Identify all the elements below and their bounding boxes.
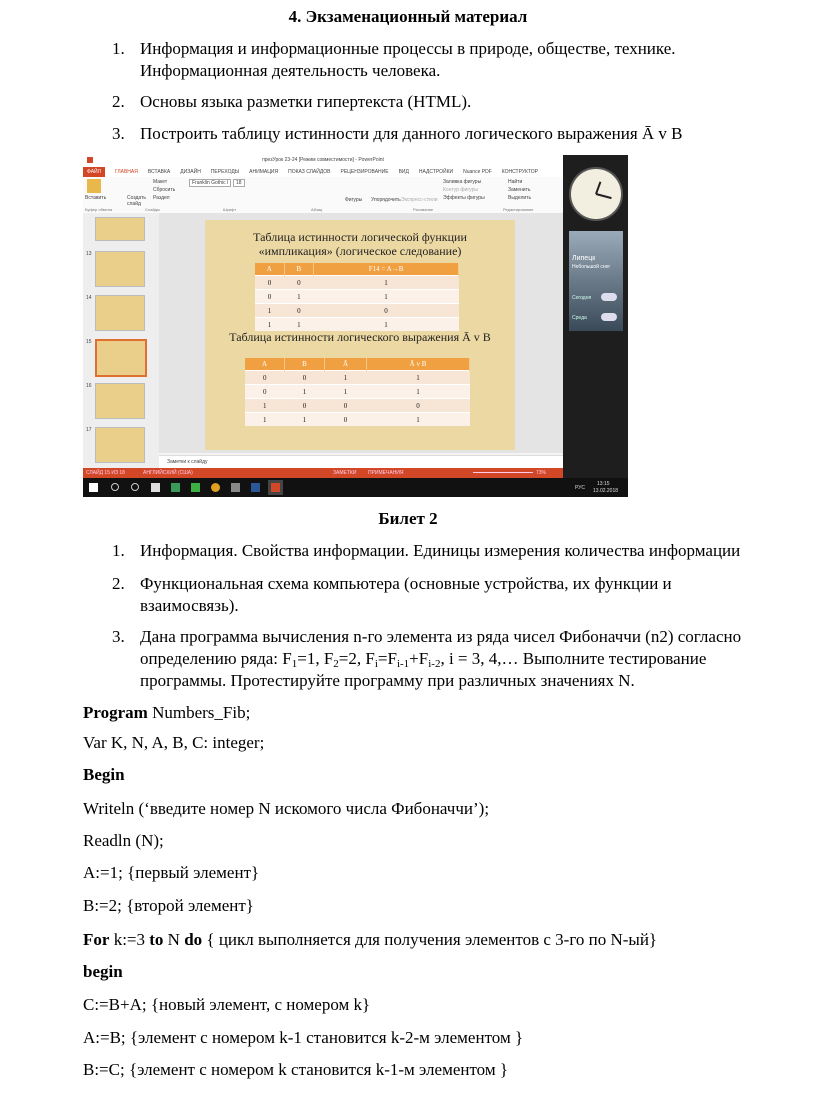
table-cell: 1 (255, 318, 284, 332)
windows-start-icon[interactable] (89, 483, 98, 492)
reset-button[interactable]: Сбросить (153, 187, 176, 193)
table-row (245, 399, 470, 413)
table-cell: 0 (314, 304, 459, 318)
table-cell: 1 (245, 399, 284, 413)
clock-gadget-icon (569, 167, 623, 221)
group-label: Шрифт (223, 207, 237, 212)
slide-thumbnail[interactable] (95, 251, 145, 287)
slide-title-1: Таблица истинности логической функции «импликация» (логическое следование) (253, 230, 467, 258)
code-line (83, 930, 657, 950)
code-text: B:=C; {элемент с номером k становится k-1-м элементом } (83, 1060, 509, 1079)
group-label: Слайды (145, 207, 160, 212)
item-number: 3. (112, 124, 125, 143)
font-size-select[interactable]: 18 (233, 179, 245, 187)
item-number: 2. (112, 574, 125, 593)
table-cell: 1 (314, 276, 459, 290)
table-cell: 0 (245, 385, 284, 399)
table-header-row (245, 358, 470, 371)
question-text: Основы языка разметки гипертекста (HTML). (140, 92, 472, 111)
table-row (255, 276, 459, 290)
code-text: A:=1; {первый элемент} (83, 863, 260, 882)
table-row (255, 304, 459, 318)
code-text: k:=3 (109, 930, 150, 949)
tab-home[interactable]: ГЛАВНАЯ (114, 168, 138, 175)
table-cell: 1 (367, 371, 470, 385)
text-part: =F (377, 649, 397, 668)
table-cell: 1 (245, 413, 284, 427)
tab-transitions[interactable]: ПЕРЕХОДЫ (210, 168, 240, 175)
weather-desc: Небольшой снег (572, 264, 611, 270)
input-language[interactable]: РУС (575, 485, 586, 491)
tab-review[interactable]: РЕЦЕНЗИРОВАНИЕ (340, 168, 389, 175)
code-text: Readln (N); (83, 831, 164, 850)
code-text: { цикл выполняется для получения элементов с 3-го по N-ый} (202, 930, 658, 949)
table-cell: 1 (367, 385, 470, 399)
slide-number: 16 (86, 383, 92, 389)
ribbon (83, 177, 563, 214)
table-cell: 0 (255, 290, 284, 304)
cloud-icon (601, 313, 617, 321)
forecast-day: Сегодня (572, 295, 592, 301)
code-keyword: Begin (83, 765, 125, 784)
table-row (245, 385, 470, 399)
table-cell: 0 (284, 371, 324, 385)
table-cell: 0 (284, 276, 314, 290)
powerpoint-screenshot (83, 155, 628, 497)
new-slide-button[interactable]: Создать слайд (127, 195, 147, 207)
tab-nuance[interactable]: Nuance PDF (463, 168, 492, 175)
cloud-icon (601, 293, 617, 301)
language: АНГЛИЙСКИЙ (США) (143, 470, 193, 476)
code-line (83, 733, 264, 753)
code-keyword: to (149, 930, 164, 949)
code-text: N (163, 930, 185, 949)
subscript: 2 (333, 658, 339, 670)
table-header: Ā v B (367, 358, 470, 371)
section-button[interactable]: Раздел (153, 195, 170, 201)
subscript: 1 (291, 658, 298, 670)
slide-title-2: Таблица истинности логического выражения Ā v B (229, 330, 491, 344)
code-keyword: For (83, 930, 110, 949)
code-keyword: begin (83, 962, 123, 981)
table-cell: 1 (367, 413, 470, 427)
question-text: Информация и информационные процессы в природе, обществе, технике. (140, 39, 676, 58)
shape-outline-button[interactable]: Контур фигуры (443, 187, 478, 193)
tab-slideshow[interactable]: ПОКАЗ СЛАЙДОВ (288, 168, 331, 175)
table-cell: 0 (324, 413, 366, 427)
table-cell: 0 (367, 399, 470, 413)
text-part: =2, F (338, 649, 375, 668)
question-text: Дана программа вычисления n-го элемента из ряда чисел Фибоначчи (n2) согласно (140, 627, 742, 646)
text-part: +F (409, 649, 429, 668)
table-cell: 1 (284, 413, 324, 427)
tab-addins[interactable]: НАДСТРОЙКИ (418, 168, 454, 175)
slide-thumbnail[interactable] (95, 217, 145, 241)
code-line (83, 863, 259, 883)
slide-thumbnail[interactable] (95, 427, 145, 463)
question-text: Построить таблицу истинности для данного логического выражения Ā v B (140, 124, 683, 143)
tab-animation[interactable]: АНИМАЦИЯ (249, 168, 279, 175)
group-label: Абзац (311, 207, 323, 212)
table-cell: 1 (255, 304, 284, 318)
tab-constructor[interactable]: КОНСТРУКТОР (501, 168, 538, 175)
item-number: 1. (112, 39, 125, 58)
slide-editor (159, 213, 563, 453)
slide-number: 13 (86, 251, 92, 257)
ribbon-tabs (83, 166, 563, 177)
clock-time[interactable]: 13:15 (597, 481, 610, 487)
word-icon[interactable] (251, 483, 260, 492)
question-text: Функциональная схема компьютера (основные устройства, их функции и (140, 574, 672, 593)
notes-button[interactable]: ЗАМЕТКИ (333, 470, 357, 476)
table-row (245, 413, 470, 427)
quick-styles-button[interactable]: Экспресс-стили (401, 197, 438, 203)
item-number: 2. (112, 92, 125, 111)
paste-button[interactable]: Вставить (85, 195, 107, 201)
notes-field[interactable]: Заметки к слайду (159, 455, 563, 468)
weather-city: Липецк (572, 255, 596, 262)
app-icon[interactable] (231, 483, 240, 492)
window-title: презУрок 23-24 [Режим совместимости] - PowerPoint (83, 155, 563, 166)
code-line (83, 896, 254, 916)
powerpoint-icon[interactable] (271, 483, 280, 492)
select-button[interactable]: Выделить (508, 195, 532, 201)
section-heading: 4. Экзаменационный материал (288, 7, 528, 26)
find-button[interactable]: Найти (508, 179, 523, 185)
tab-file[interactable]: ФАЙЛ (83, 167, 105, 177)
code-text: A:=B; {элемент с номером k-1 становится k-2-м элементом } (83, 1028, 524, 1047)
code-line (83, 831, 164, 851)
text-part: определению ряда: F (140, 649, 292, 668)
group-label: Рисование (413, 207, 434, 212)
chrome-icon[interactable] (211, 483, 220, 492)
slide-number: 15 (86, 339, 92, 345)
font-select[interactable]: Franklin Gothic I (189, 179, 231, 187)
item-number: 1. (112, 541, 125, 560)
group-label: Буфер обмена (85, 207, 113, 212)
code-line (83, 1028, 523, 1048)
subscript: i-1 (396, 658, 410, 670)
question-text: программы. Протестируйте программу при различных значениях N. (140, 671, 635, 690)
text-part: , i = 3, 4,… Выполните тестирование (440, 649, 707, 668)
table-row (255, 290, 459, 304)
table-cell: 1 (284, 385, 324, 399)
table-header: B (284, 358, 324, 371)
tab-insert[interactable]: ВСТАВКА (147, 168, 171, 175)
tab-view[interactable]: ВИД (398, 168, 409, 175)
code-line (83, 1060, 508, 1080)
status-bar (83, 468, 563, 478)
arrange-button[interactable]: Упорядочить (371, 197, 401, 203)
table-cell: 1 (284, 290, 314, 304)
code-text: Var K, N, A, B, C: integer; (83, 733, 265, 752)
item-number: 3. (112, 627, 125, 646)
subscript: i-2 (428, 658, 441, 670)
desktop-gadgets (563, 155, 628, 478)
shape-fill-button[interactable]: Заливка фигуры (443, 179, 482, 185)
slide-thumbnail[interactable] (95, 295, 145, 331)
table-header: B (284, 263, 314, 276)
table-cell: 0 (284, 399, 324, 413)
table-cell: 0 (255, 276, 284, 290)
layout-button[interactable]: Макет (153, 179, 168, 185)
table-cell: 0 (324, 399, 366, 413)
code-line (83, 765, 125, 785)
table-cell: 1 (314, 318, 459, 332)
code-line (83, 799, 489, 819)
table-header: A (245, 358, 284, 371)
slide-number: 14 (86, 295, 92, 301)
slide-thumbnails[interactable] (83, 213, 159, 468)
question-text: взаимосвязь). (140, 596, 239, 615)
table-header: A (255, 263, 284, 276)
table-cell: 0 (245, 371, 284, 385)
replace-button[interactable]: Заменить (508, 187, 531, 193)
text-part: =1, F (297, 649, 334, 668)
forecast-day: Среда (572, 315, 587, 321)
current-slide[interactable] (205, 220, 515, 450)
subscript: i (374, 658, 378, 670)
store-icon[interactable] (151, 483, 160, 492)
paste-icon (87, 179, 101, 193)
table-header: Ā (324, 358, 366, 371)
slide-number: 17 (86, 427, 92, 433)
code-text: Writeln (‘введите номер N искомого числа Фибоначчи’); (83, 799, 490, 818)
ticket-title: Билет 2 (378, 509, 438, 528)
truth-table-expression (245, 358, 470, 426)
code-text: Numbers_Fib; (147, 703, 251, 722)
zoom-slider[interactable] (473, 472, 533, 473)
taskbar (83, 478, 628, 497)
table-header-row (255, 263, 459, 276)
group-label: Редактирование (503, 207, 534, 212)
app-icon[interactable] (171, 483, 180, 492)
weather-gadget (569, 231, 623, 331)
code-keyword: Program (83, 703, 148, 722)
table-cell: 1 (324, 371, 366, 385)
comments-button[interactable]: ПРИМЕЧАНИЯ (368, 470, 404, 476)
clock-date[interactable]: 13.02.2018 (593, 488, 619, 494)
tab-design[interactable]: ДИЗАЙН (180, 168, 201, 175)
question-text: Информация. Свойства информации. Единицы измерения количества информации (140, 541, 741, 560)
code-line (83, 995, 370, 1015)
table-cell: 1 (324, 385, 366, 399)
slide-thumbnail[interactable] (95, 383, 145, 419)
powerpoint-icon (87, 157, 93, 163)
code-text: B:=2; {второй элемент} (83, 896, 254, 915)
slide-counter: СЛАЙД 15 ИЗ 18 (86, 470, 125, 476)
table-row (255, 318, 459, 332)
code-text: C:=B+A; {новый элемент, с номером k} (83, 995, 371, 1014)
table-row (245, 371, 470, 385)
table-cell: 1 (314, 290, 459, 304)
search-icon[interactable] (111, 483, 119, 491)
table-cell: 0 (284, 304, 314, 318)
app-icon[interactable] (191, 483, 200, 492)
slide-thumbnail-selected[interactable] (95, 339, 147, 377)
code-keyword: do (184, 930, 203, 949)
question-text: Информационная деятельность человека. (140, 61, 441, 80)
shape-effects-button[interactable]: Эффекты фигуры (443, 195, 485, 201)
task-view-icon[interactable] (131, 483, 139, 491)
truth-table-implication (255, 263, 459, 331)
shapes-button[interactable]: Фигуры (345, 197, 363, 203)
code-line (83, 703, 250, 723)
question-text-formula (140, 649, 706, 669)
table-cell: 1 (284, 318, 314, 332)
zoom-level: 73% (536, 470, 547, 476)
code-line (83, 962, 123, 982)
table-header: F14 = A→B (314, 263, 459, 276)
